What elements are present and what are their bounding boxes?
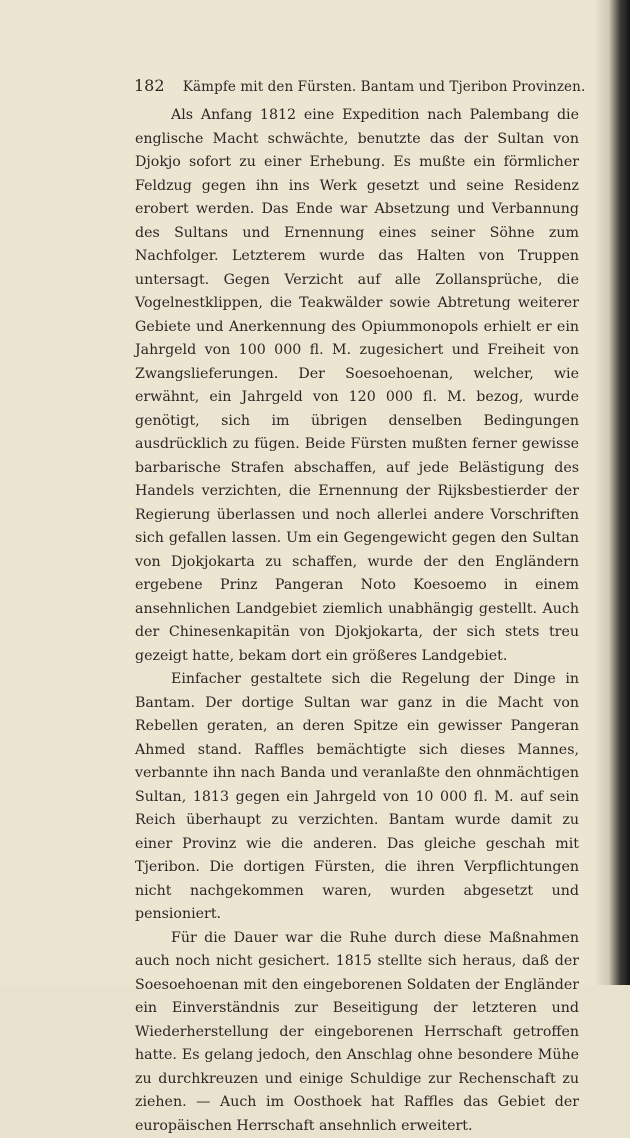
page-header bbox=[134, 76, 534, 96]
paragraph-2: Einfacher gestaltete sich die Regelung der Dinge in Bantam. Der dortige Sultan war ganz in die Macht von Rebellen geraten, an deren Spitze ein gewisser Pangeran Ahmed stand. Raffles bemächtigte sich dieses Mannes, verbannte ihn nach Banda und veranlaßte den ohnmächtigen Sultan, 1813 gegen ein Jahrgeld von 10 000 fl. M. auf sein Reich überhaupt zu verzichten. Bantam wurde damit zu einer Provinz wie die anderen. Das gleiche geschah mit Tjeribon. Die dortigen Fürsten, die ihren Verpflichtungen nicht nachgekommen waren, wurden abgesetzt und pensioniert. bbox=[135, 668, 579, 927]
book-spine bbox=[608, 0, 630, 985]
body-text bbox=[135, 104, 579, 1138]
page-edge-shadow bbox=[594, 0, 608, 985]
paragraph-3: Für die Dauer war die Ruhe durch diese Maßnahmen auch noch nicht gesichert. 1815 stellte sich heraus, daß der Soesoehoenan mit den eingeborenen Soldaten der Engländer ein Einverständnis zur Beseitigung der letzteren und Wiederherstellung der eingeborenen Herrschaft getroffen hatte. Es gelang jedoch, den Anschlag ohne besondere Mühe zu durchkreuzen und einige Schuldige zur Rechenschaft zu ziehen. — Auch im Oosthoek hat Raffles das Gebiet der europäischen Herrschaft ansehnlich erweitert. bbox=[135, 927, 579, 1138]
page-number: 182 bbox=[134, 76, 165, 95]
running-title: Kämpfe mit den Fürsten. Bantam und Tjeribon Provinzen. bbox=[183, 79, 586, 95]
paragraph-1: Als Anfang 1812 eine Expedition nach Palembang die englische Macht schwächte, benutzte das der Sultan von Djokjo sofort zu einer Erhebung. Es mußte ein förmlicher Feldzug gegen ihn ins Werk gesetzt und seine Residenz erobert werden. Das Ende war Absetzung und Verbannung des Sultans und Ernennung eines seiner Söhne zum Nachfolger. Letzterem wurde das Halten von Truppen untersagt. Gegen Verzicht auf alle Zollansprüche, die Vogelnestklippen, die Teakwälder sowie Abtretung weiterer Gebiete und Anerkennung des Opiummonopols erhielt er ein Jahrgeld von 100 000 fl. M. zugesichert und Freiheit von Zwangslieferungen. Der Soesoehoenan, welcher, wie erwähnt, ein Jahrgeld von 120 000 fl. M. bezog, wurde genötigt, sich im übrigen denselben Bedingungen ausdrücklich zu fügen. Beide Fürsten mußten ferner gewisse barbarische Strafen abschaffen, auf jede Belästigung des Handels verzichten, die Ernennung der Rijksbestierder der Regierung überlassen und noch allerlei andere Vorschriften sich gefallen lassen. Um ein Gegengewicht gegen den Sultan von Djokjokarta zu schaffen, wurde der den Engländern ergebene Prinz Pangeran Noto Koesoemo in einem ansehnlichen Landgebiet ziemlich unabhängig gestellt. Auch der Chinesenkapitän von Djokjokarta, der sich stets treu gezeigt hatte, bekam dort ein größeres Landgebiet. bbox=[135, 104, 579, 668]
